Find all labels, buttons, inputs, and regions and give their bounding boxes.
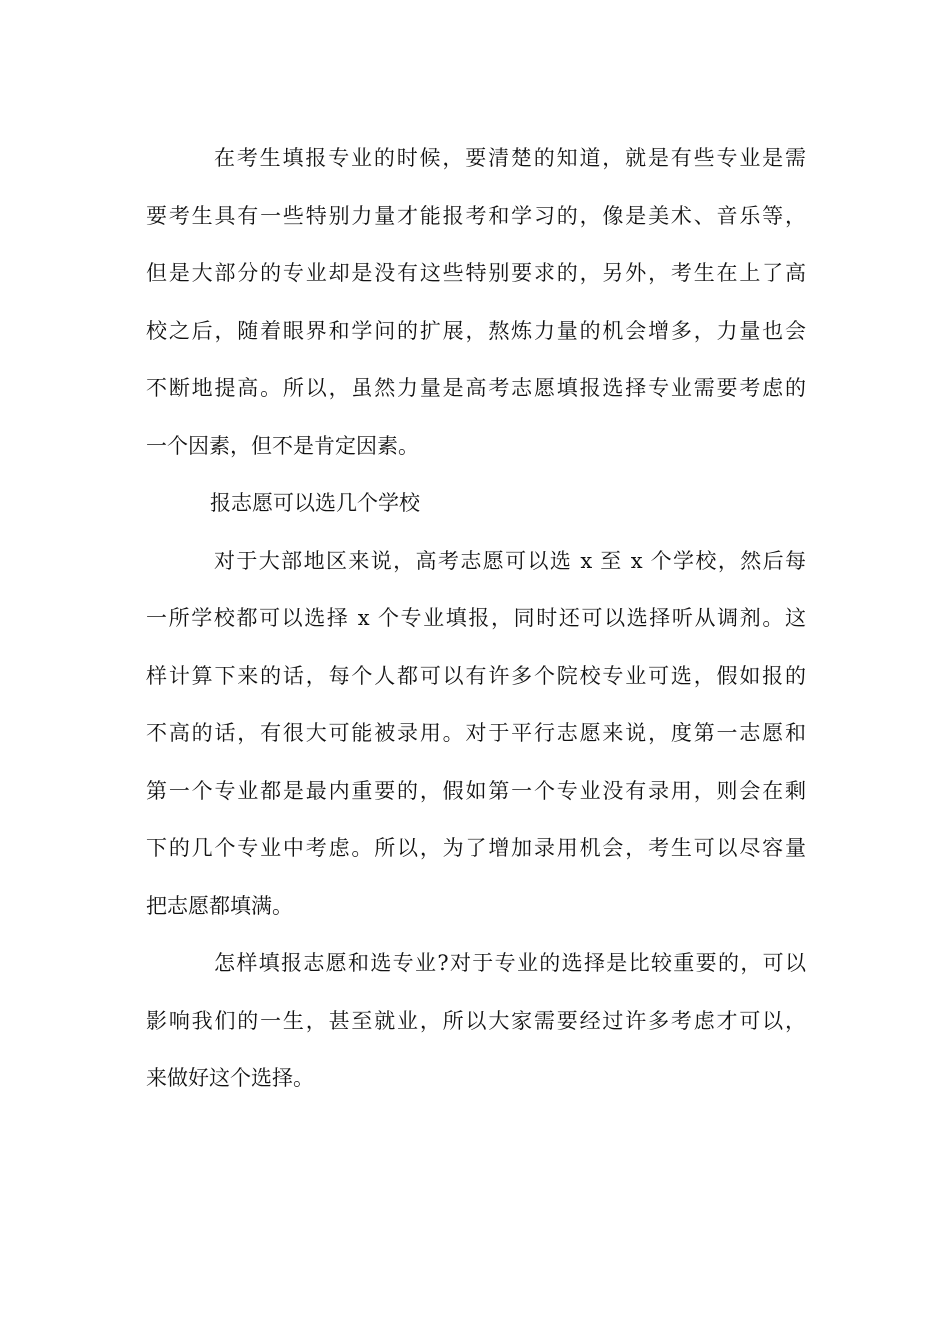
paragraph-line: 怎样填报志愿和选专业?对于专业的选择是比较重要的，可以 <box>214 951 806 975</box>
paragraph-line: 但是大部分的专业却是没有这些特别要求的，另外，考生在上了高 <box>146 261 806 285</box>
paragraph-talent-consideration <box>146 130 806 475</box>
paragraph-line: 要考生具有一些特别力量才能报考和学习的，像是美术、音乐等， <box>146 203 806 228</box>
paragraph-line: 不高的话，有很大可能被录用。对于平行志愿来说，度第一志愿和 <box>146 721 806 745</box>
paragraph-school-count <box>146 533 806 936</box>
paragraph-line: 不断地提高。所以，虽然力量是高考志愿填报选择专业需要考虑的 <box>146 376 806 400</box>
paragraph-line: 对于大部地区来说，高考志愿可以选 x 至 x 个学校，然后每 <box>214 548 806 573</box>
section-heading-how-many-schools <box>146 475 806 533</box>
paragraph-line: 样计算下来的话，每个人都可以有许多个院校专业可选，假如报的 <box>146 663 806 688</box>
paragraph-line: 第一个专业都是最内重要的，假如第一个专业没有录用，则会在剩 <box>146 778 806 803</box>
paragraph-line: 下的几个专业中考虑。所以，为了增加录用机会，考生可以尽容量 <box>146 836 806 860</box>
paragraph-line: 在考生填报专业的时候，要清楚的知道，就是有些专业是需 <box>214 146 806 170</box>
paragraph-line: 校之后，随着眼界和学问的扩展，熬炼力量的机会增多，力量也会 <box>146 318 806 343</box>
paragraph-line: 把志愿都填满。 <box>146 893 293 918</box>
paragraph-line: 一所学校都可以选择 x 个专业填报，同时还可以选择听从调剂。这 <box>146 606 806 630</box>
paragraph-line: 来做好这个选择。 <box>146 1066 314 1090</box>
document-body <box>146 130 806 1108</box>
paragraph-line: 影响我们的一生，甚至就业，所以大家需要经过许多考虑才可以， <box>146 1008 806 1033</box>
section-heading: 报志愿可以选几个学校 <box>210 491 420 515</box>
paragraph-how-to-choose-major <box>146 935 806 1108</box>
paragraph-line: 一个因素，但不是肯定因素。 <box>146 433 419 458</box>
